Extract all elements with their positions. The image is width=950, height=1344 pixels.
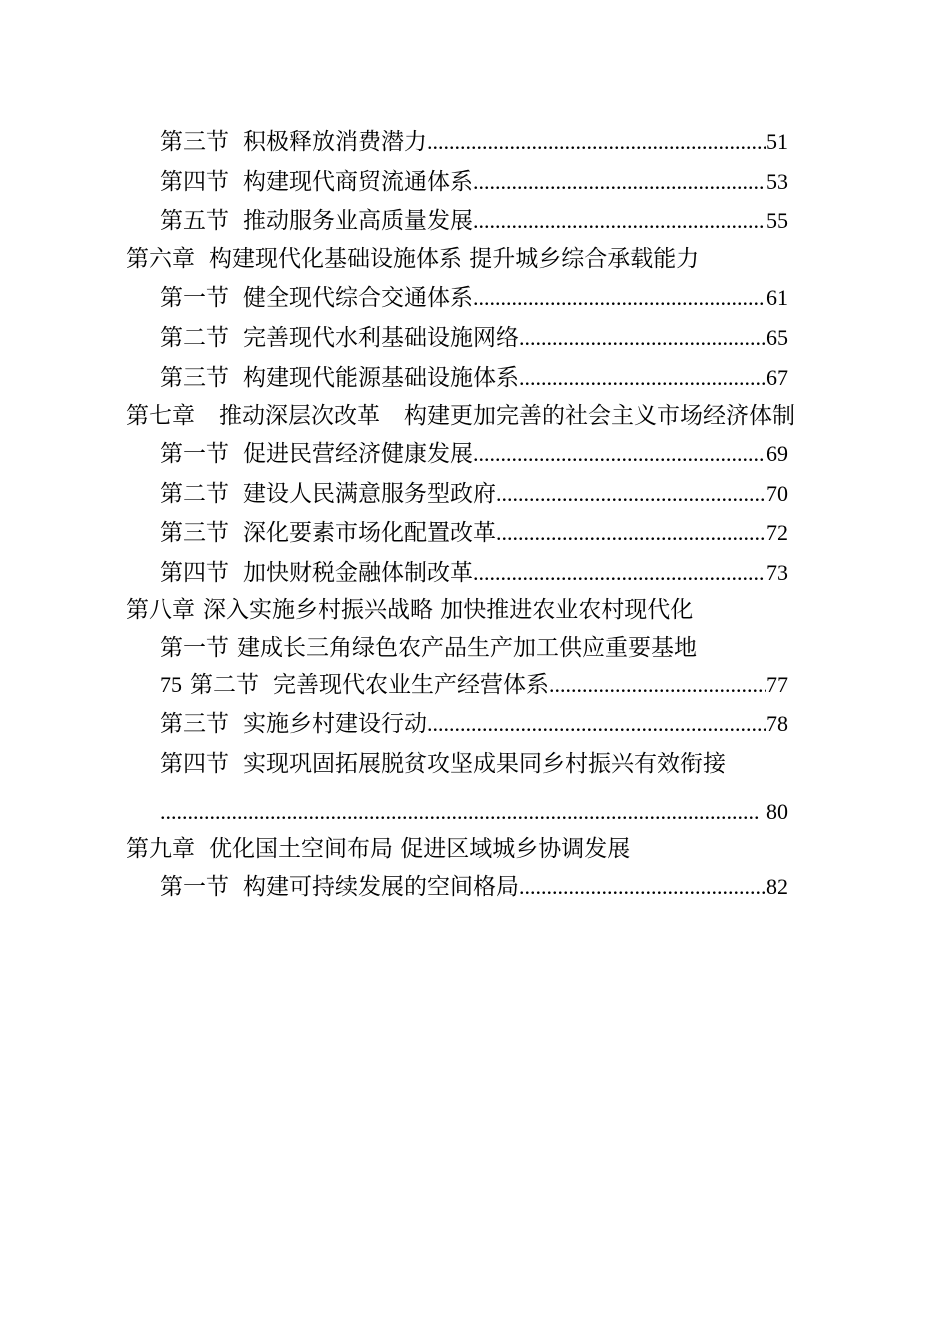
toc-section-title: 促进民营经济健康发展 [243,441,473,467]
toc-page-number: 73 [766,560,788,585]
toc-entry[interactable] [160,670,788,700]
toc-section-label: 第二节 [160,325,229,351]
toc-page-number: 75 [160,672,182,697]
toc-leader-dots [519,363,766,393]
toc-page-number: 65 [766,325,788,350]
toc-section-label: 第四节 [160,751,229,777]
toc-leader-dots [473,439,766,469]
toc-leader-dots [427,127,766,157]
toc-section-label: 第五节 [160,208,229,234]
toc-chapter-title: 深入实施乡村振兴战略 加快推进农业农村现代化 [203,597,694,623]
toc-chapter-title-2: 构建更加完善的社会主义市场经济体制 [404,403,795,429]
toc-entry[interactable] [160,323,788,353]
toc-leader-dots [427,709,766,739]
toc-entry[interactable] [160,206,788,236]
toc-chapter-label: 第八章 [126,597,195,623]
toc-chapter-label: 第九章 [126,836,195,862]
toc-section-label: 第二节 [160,481,229,507]
toc-section-label: 第三节 [160,129,229,155]
toc-section-label: 第三节 [160,711,229,737]
toc-chapter-title: 优化国土空间布局 促进区域城乡协调发展 [209,836,631,862]
toc-section-title: 构建现代商贸流通体系 [243,169,473,195]
toc-entry[interactable] [160,633,788,663]
toc-page-number: 72 [766,520,788,545]
toc-page-number: 82 [766,874,788,899]
toc-chapter[interactable] [126,244,699,274]
toc-entry[interactable] [160,872,788,902]
toc-section-title: 完善现代农业生产经营体系 [273,672,549,698]
toc-page-number: 51 [766,129,788,154]
toc-leader-dots [496,479,766,509]
toc-chapter[interactable] [126,595,693,625]
toc-page-number: 80 [766,799,788,824]
toc-leader-dots [473,558,766,588]
toc-section-title: 构建现代能源基础设施体系 [243,365,519,391]
toc-entry[interactable] [160,283,788,313]
toc-section-label: 第一节 [160,441,229,467]
toc-leader-dots [549,670,766,700]
toc-leader-dots [473,167,766,197]
toc-entry[interactable] [160,439,788,469]
toc-chapter-label: 第七章 [126,403,195,429]
toc-entry[interactable] [160,127,788,157]
toc-entry-continuation[interactable] [160,797,788,827]
toc-chapter-label: 第六章 [126,246,195,272]
toc-entry[interactable] [160,558,788,588]
toc-section-title: 实现巩固拓展脱贫攻坚成果同乡村振兴有效衔接 [243,751,726,777]
toc-entry[interactable] [160,709,788,739]
toc-page-number: 61 [766,285,788,310]
toc-leader-dots [160,797,760,827]
toc-page-number: 69 [766,441,788,466]
toc-section-title: 加快财税金融体制改革 [243,560,473,586]
toc-page-number: 77 [766,672,788,697]
toc-page-number: 55 [766,208,788,233]
toc-page-number: 53 [766,169,788,194]
toc-section-title: 建成长三角绿色农产品生产加工供应重要基地 [237,635,697,661]
toc-page-number: 78 [766,711,788,736]
toc-section-title: 推动服务业高质量发展 [243,208,473,234]
toc-leader-dots [519,323,766,353]
toc-chapter-title: 构建现代化基础设施体系 提升城乡综合承载能力 [209,246,700,272]
toc-section-title: 建设人民满意服务型政府 [243,481,496,507]
toc-section-label: 第三节 [160,520,229,546]
toc-section-title: 完善现代水利基础设施网络 [243,325,519,351]
toc-leader-dots [473,283,766,313]
toc-page-number: 67 [766,365,788,390]
toc-section-label: 第四节 [160,560,229,586]
toc-entry[interactable] [160,479,788,509]
toc-section-label: 第二节 [190,672,259,698]
toc-section-label: 第一节 [160,285,229,311]
toc-section-title: 健全现代综合交通体系 [243,285,473,311]
toc-leader-dots [473,206,766,236]
toc-section-label: 第四节 [160,169,229,195]
toc-chapter[interactable] [126,401,795,431]
toc-section-title: 实施乡村建设行动 [243,711,427,737]
toc-entry[interactable] [160,167,788,197]
toc-leader-dots [519,872,766,902]
toc-section-label: 第三节 [160,365,229,391]
toc-section-title: 积极释放消费潜力 [243,129,427,155]
toc-page-number: 70 [766,481,788,506]
toc-section-title: 构建可持续发展的空间格局 [243,874,519,900]
toc-entry[interactable] [160,518,788,548]
toc-chapter-title: 推动深层次改革 [219,403,380,429]
toc-leader-dots [496,518,766,548]
toc-section-label: 第一节 [160,874,229,900]
toc-section-title: 深化要素市场化配置改革 [243,520,496,546]
toc-section-label: 第一节 [160,635,229,661]
toc-entry[interactable] [160,749,788,779]
toc-chapter[interactable] [126,834,630,864]
toc-entry[interactable] [160,363,788,393]
